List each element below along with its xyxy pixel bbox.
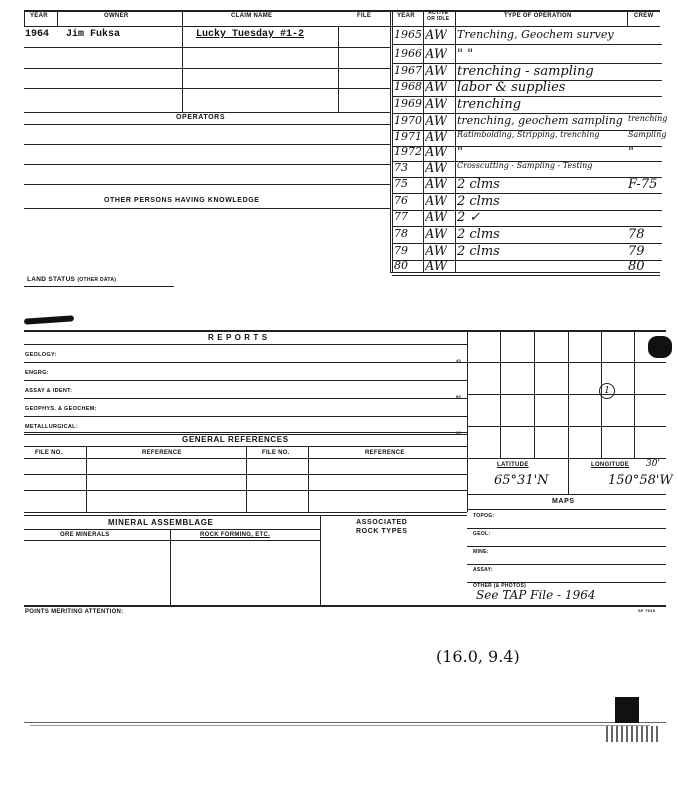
longitude-value: 150°58'W: [608, 473, 673, 488]
operation-type: trenching, geochem sampling: [457, 114, 623, 127]
operation-type: " ": [457, 47, 474, 62]
header-claim-name: CLAIM NAME: [231, 13, 273, 19]
gr-col-ref-1: REFERENCE: [142, 450, 182, 456]
operation-year: 1967: [394, 64, 422, 77]
operation-year: 76: [394, 194, 408, 207]
operation-crew: 79: [628, 244, 645, 259]
reports-title: R E P O R T S: [208, 333, 268, 342]
operation-year: 1971: [394, 130, 422, 143]
operation-year: 1972: [394, 145, 422, 158]
header-file: FILE: [357, 13, 372, 19]
operation-year: 75: [394, 177, 408, 190]
operation-status: AW: [425, 64, 448, 79]
maps-title: MAPS: [552, 498, 575, 505]
operation-status: AW: [425, 177, 448, 192]
operators-label: OPERATORS: [176, 114, 226, 121]
rock-forming-label: ROCK FORMING, ETC.: [200, 532, 271, 538]
operation-crew: trenching: [628, 114, 668, 123]
operation-status: AW: [425, 259, 448, 274]
operation-crew: 80: [628, 259, 645, 274]
latitude-label: LATITUDE: [497, 462, 529, 468]
operation-status: AW: [425, 80, 448, 95]
operation-status: AW: [425, 145, 448, 160]
operation-status: AW: [425, 227, 448, 242]
operation-year: 79: [394, 244, 408, 257]
operation-year: 1968: [394, 80, 422, 93]
maps-row-label: ASSAY:: [473, 567, 493, 573]
general-references-title: GENERAL REFERENCES: [182, 435, 289, 444]
maps-row-label: MINE:: [473, 549, 489, 555]
operation-status: AW: [425, 244, 448, 259]
longitude-extra: 30': [646, 459, 660, 469]
report-row-number: 10: [456, 430, 462, 435]
report-row-label: ENGRG:: [25, 370, 49, 376]
ink-smudge: [24, 315, 74, 324]
grid-marker: [599, 383, 615, 399]
ore-minerals-label: ORE MINERALS: [60, 532, 110, 538]
maps-other-label: OTHER (& PHOTOS): [473, 583, 527, 589]
report-row-label: GEOLOGY:: [25, 352, 57, 358]
operation-type: Trenching, Geochem survey: [457, 28, 614, 41]
operation-year: 1970: [394, 114, 422, 127]
coordinates-note: (16.0, 9.4): [436, 647, 520, 666]
operation-type: 2 clms: [457, 244, 500, 259]
longitude-label: LONGITUDE: [591, 462, 630, 468]
operation-status: AW: [425, 97, 448, 112]
report-row-number: 80: [456, 394, 462, 399]
report-row-label: ASSAY & IDENT:: [25, 388, 73, 394]
operation-type: 2 clms: [457, 194, 500, 209]
form-number: SF 7515: [638, 608, 656, 613]
operation-type: 2 clms: [457, 177, 500, 192]
operation-status: AW: [425, 210, 448, 225]
operation-crew: 78: [628, 227, 645, 242]
operation-status: AW: [425, 47, 448, 62]
gr-col-file-2: FILE NO.: [262, 450, 290, 456]
report-row-number: 40: [456, 358, 462, 363]
land-status-sub: (OTHER DATA): [77, 277, 117, 283]
operation-status: AW: [425, 161, 448, 176]
operation-year: 1965: [394, 28, 422, 41]
operation-year: 80: [394, 259, 408, 272]
maps-row-label: GEOL:: [473, 531, 491, 537]
maps-row-label: TOPOG:: [473, 513, 495, 519]
claim-owner: Jim Fuksa: [66, 29, 121, 40]
land-status-label: [27, 276, 116, 283]
operation-crew: ": [628, 145, 634, 160]
claim-year: 1964: [25, 29, 50, 40]
operation-type: ": [457, 145, 463, 160]
other-persons-label: OTHER PERSONS HAVING KNOWLEDGE: [104, 197, 260, 204]
header-type-of-operation: TYPE OF OPERATION: [504, 13, 572, 19]
operation-year: 77: [394, 210, 408, 223]
points-meriting-attention: POINTS MERITING ATTENTION:: [25, 609, 124, 615]
gr-col-file-1: FILE NO.: [35, 450, 63, 456]
operation-status: AW: [425, 28, 448, 43]
operation-status: AW: [425, 130, 448, 145]
operation-type: trenching: [457, 97, 522, 112]
report-row-label: GEOPHYS. & GEOCHEM:: [25, 406, 97, 412]
scan-artifact-block: [615, 697, 639, 723]
gr-col-ref-2: REFERENCE: [365, 450, 405, 456]
operation-type: 2 clms: [457, 227, 500, 242]
header-year-2: YEAR: [397, 13, 415, 19]
operation-year: 1966: [394, 47, 422, 60]
maps-other-value: See TAP File - 1964: [476, 588, 596, 602]
operation-status: AW: [425, 194, 448, 209]
operation-type: labor & supplies: [457, 80, 566, 95]
ink-smudge-right: [648, 336, 672, 358]
mineral-assemblage-title: MINERAL ASSEMBLAGE: [108, 518, 214, 527]
latitude-value: 65°31'N: [494, 473, 549, 488]
operation-status: AW: [425, 114, 448, 129]
operation-year: 73: [394, 161, 408, 174]
header-crew: CREW: [634, 13, 654, 19]
header-owner: OWNER: [104, 13, 129, 19]
associated-rock-types: ASSOCIATED ROCK TYPES: [356, 519, 408, 535]
claim-name: Lucky Tuesday #1-2: [196, 29, 305, 40]
land-status-text: LAND STATUS: [27, 276, 76, 283]
report-row-label: METALLURGICAL:: [25, 424, 78, 430]
operation-crew: Sampling: [628, 130, 667, 139]
header-active-idle: ACTIVE OR IDLE: [427, 10, 450, 22]
operation-crew: F-75: [628, 177, 658, 192]
grid-marker-text: 1: [604, 386, 610, 396]
operation-year: 78: [394, 227, 408, 240]
scan-artifact-dots: [606, 726, 660, 742]
operation-type: 2 ✓: [457, 210, 481, 225]
header-year: YEAR: [30, 13, 48, 19]
operation-type: Crosscutting - Sampling - Testing: [457, 161, 593, 170]
operation-type: trenching - sampling: [457, 64, 594, 79]
operation-year: 1969: [394, 97, 422, 110]
operation-type: Ratimbolding, Stripping, trenching: [457, 130, 600, 139]
